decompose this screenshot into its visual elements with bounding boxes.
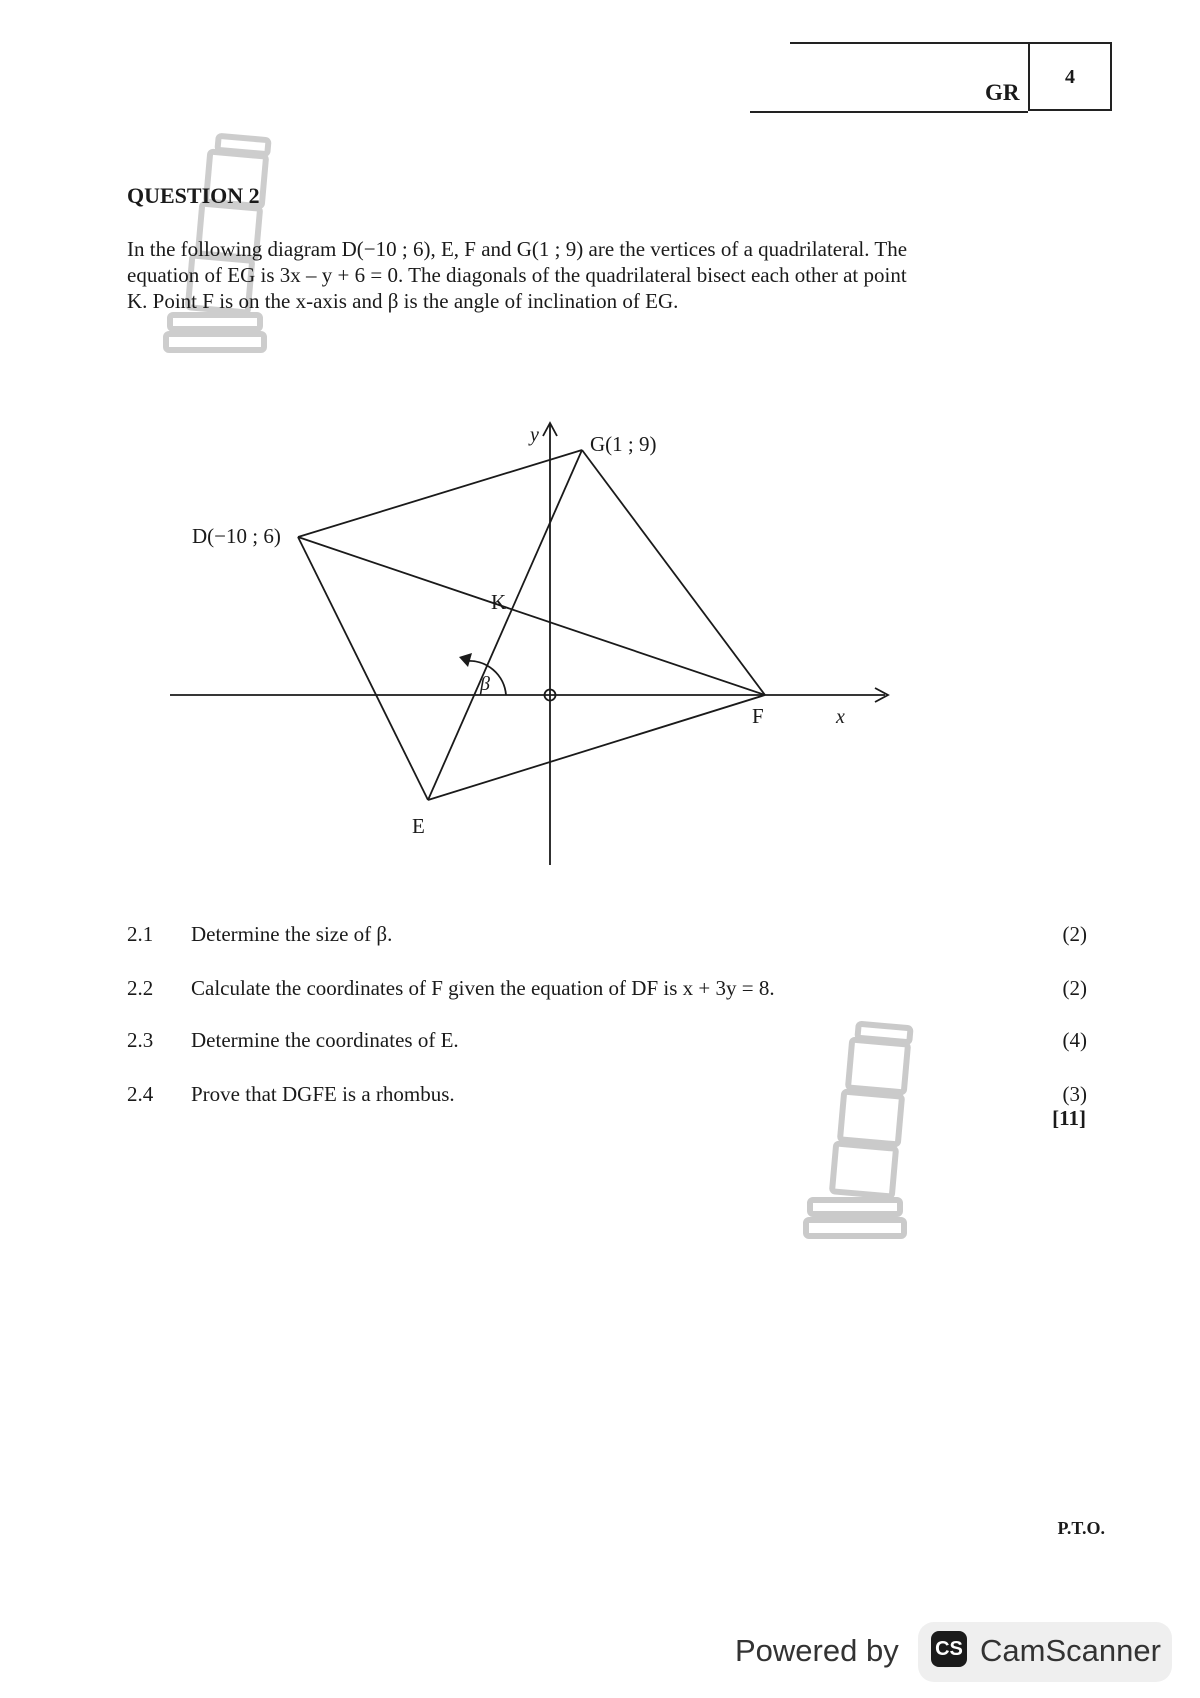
subquestion-number: 2.3 [127, 1028, 154, 1052]
powered-by-text: Powered by [735, 1633, 899, 1668]
subquestion-marks: (2) [1062, 922, 1087, 946]
subquestion-text: Determine the size of β. [191, 922, 393, 946]
subquestion-number: 2.2 [127, 976, 154, 1000]
subquestion-row [127, 1028, 1087, 1056]
subquestion-marks: (2) [1062, 976, 1087, 1000]
beta-label: β [480, 673, 490, 695]
subquestion-marks: (4) [1062, 1028, 1087, 1052]
x-axis-label: x [836, 706, 845, 728]
subquestion-row [127, 976, 1087, 1004]
intro-line: K. Point F is on the x-axis and β is the angle of inclination of EG. [127, 289, 679, 313]
header-rule-top [790, 42, 1030, 44]
intro-line: In the following diagram D(−10 ; 6), E, F and G(1 ; 9) are the vertices of a quadrilateral. The [127, 237, 908, 261]
side-ED [298, 537, 428, 800]
point-F-label: F [752, 704, 764, 728]
point-G-label: G(1 ; 9) [590, 432, 657, 456]
grade-label: GR [985, 80, 1020, 105]
point-K-label: K [491, 590, 507, 614]
quadrilateral-diagram [150, 405, 910, 875]
y-axis-label: y [530, 424, 539, 446]
subquestion-text: Prove that DGFE is a rhombus. [191, 1082, 455, 1106]
camscanner-name: CamScanner [980, 1633, 1161, 1668]
question-intro [127, 236, 1007, 314]
camscanner-logo-icon: CS [931, 1631, 967, 1667]
subquestion-row [127, 922, 1087, 950]
side-FE [428, 695, 765, 800]
please-turn-over: P.T.O. [1057, 1518, 1105, 1538]
side-GF [582, 450, 765, 695]
subquestion-number: 2.4 [127, 1082, 154, 1106]
subquestion-text: Determine the coordinates of E. [191, 1028, 459, 1052]
total-marks: [11] [1052, 1106, 1086, 1130]
subquestion-number: 2.1 [127, 922, 154, 946]
subquestion-marks: (3) [1062, 1082, 1087, 1106]
point-E-label: E [412, 814, 425, 838]
intro-line: equation of EG is 3x – y + 6 = 0. The diagonals of the quadrilateral bisect each other at point [127, 263, 907, 287]
question-title: QUESTION 2 [127, 183, 260, 208]
subquestion-row [127, 1082, 1087, 1110]
point-D-label: D(−10 ; 6) [192, 524, 281, 548]
page-number: 4 [1065, 66, 1075, 88]
side-DG [298, 450, 582, 537]
subquestion-text: Calculate the coordinates of F given the equation of DF is x + 3y = 8. [191, 976, 775, 1000]
diagonal-DF [298, 537, 765, 695]
header-rule-bottom [750, 111, 1028, 113]
